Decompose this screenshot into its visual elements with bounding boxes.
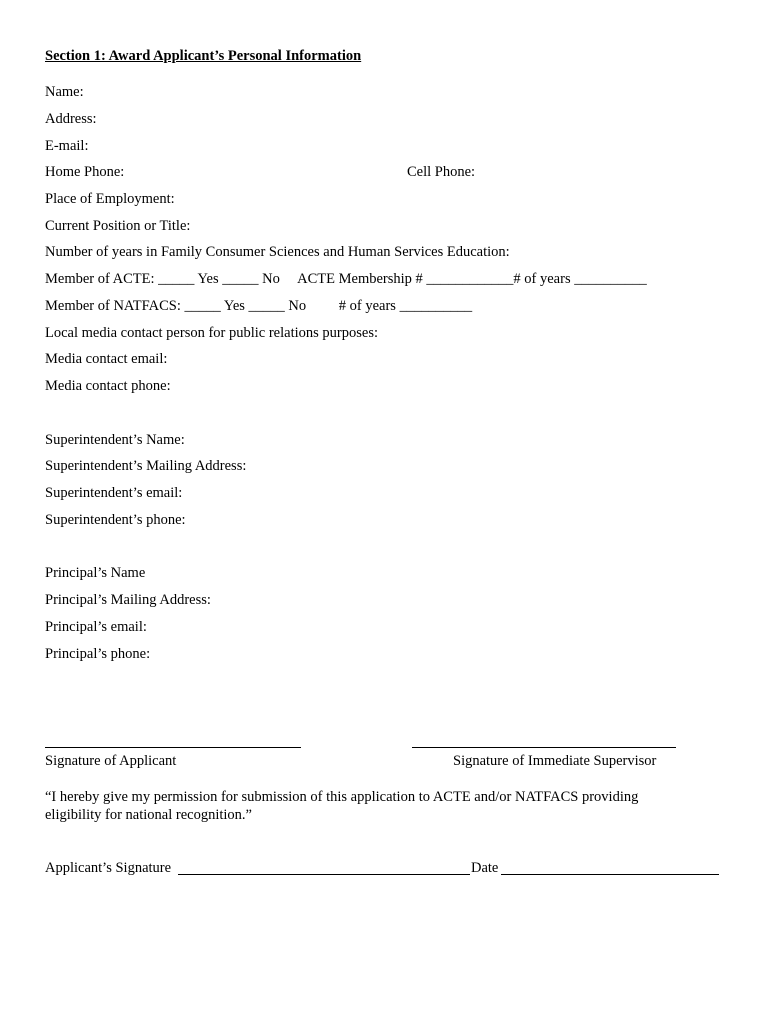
years-fcs-label: Number of years in Family Consumer Sciences and Human Services Education: xyxy=(45,244,510,260)
principal-phone-label: Principal’s phone: xyxy=(45,646,151,662)
natfacs-membership-line: Member of NATFACS: _____ Yes _____ No # of years __________ xyxy=(45,298,473,314)
email-label: E-mail: xyxy=(45,138,89,154)
permission-statement-line2: eligibility for national recognition.” xyxy=(45,807,252,823)
supervisor-signature-line[interactable] xyxy=(412,747,676,748)
media-contact-email-label: Media contact email: xyxy=(45,351,168,367)
address-label: Address: xyxy=(45,111,97,127)
cell-phone-label: Cell Phone: xyxy=(407,164,476,180)
name-label: Name: xyxy=(45,84,84,100)
supervisor-signature-label: Signature of Immediate Supervisor xyxy=(453,753,657,769)
home-phone-label: Home Phone: xyxy=(45,164,125,180)
superintendent-email-label: Superintendent’s email: xyxy=(45,485,183,501)
acte-membership-line: Member of ACTE: _____ Yes _____ No ACTE Membership # ____________# of years __________ xyxy=(45,271,647,287)
principal-email-label: Principal’s email: xyxy=(45,619,147,635)
final-signature-line[interactable] xyxy=(178,874,470,875)
current-position-label: Current Position or Title: xyxy=(45,218,191,234)
media-contact-phone-label: Media contact phone: xyxy=(45,378,171,394)
section-title: Section 1: Award Applicant’s Personal Information xyxy=(45,48,362,64)
date-line[interactable] xyxy=(501,874,719,875)
superintendent-phone-label: Superintendent’s phone: xyxy=(45,512,186,528)
permission-statement-line1: “I hereby give my permission for submission of this application to ACTE and/or NATFACS providing xyxy=(45,789,639,805)
date-label: Date xyxy=(471,860,499,876)
place-of-employment-label: Place of Employment: xyxy=(45,191,175,207)
applicant-signature-label: Signature of Applicant xyxy=(45,753,177,769)
final-signature-label: Applicant’s Signature xyxy=(45,860,172,876)
principal-address-label: Principal’s Mailing Address: xyxy=(45,592,211,608)
applicant-signature-line[interactable] xyxy=(45,747,301,748)
superintendent-address-label: Superintendent’s Mailing Address: xyxy=(45,458,247,474)
media-contact-person-label: Local media contact person for public relations purposes: xyxy=(45,325,378,341)
principal-name-label: Principal’s Name xyxy=(45,565,146,581)
superintendent-name-label: Superintendent’s Name: xyxy=(45,432,185,448)
